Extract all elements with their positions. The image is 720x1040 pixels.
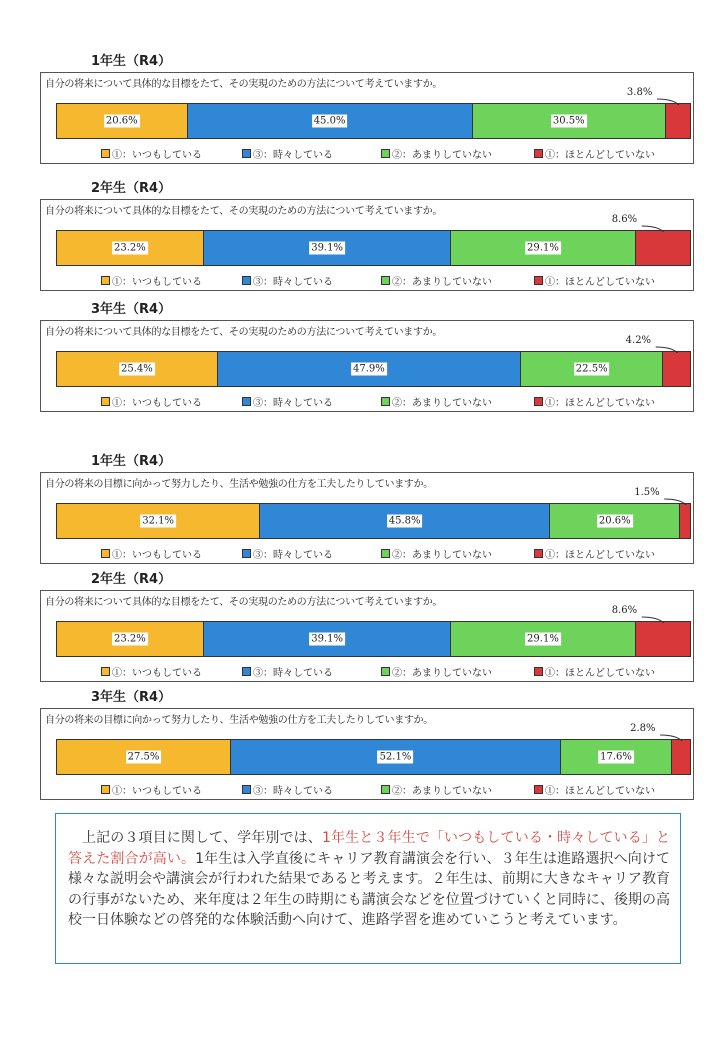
legend-item [101,546,202,561]
legend-item [381,273,492,288]
data-label: 23.2% [114,633,146,645]
grade-title: 3年生（R4） [91,302,172,317]
data-label: 47.9% [352,363,385,375]
legend-label: ②：あまりしていない [392,550,492,561]
legend-label: ①：いつもしている [112,668,202,679]
legend-item [101,146,202,161]
grade-title: 1年生（R4） [91,54,172,69]
data-label: 39.1% [311,633,343,645]
legend-item [242,394,333,409]
legend-swatch [381,149,390,158]
chart-box [40,472,694,564]
legend-item [381,394,492,409]
legend-swatch [534,397,543,406]
legend-swatch [242,276,251,285]
legend-label: ③：時々している [253,150,333,161]
legend-item [101,394,202,409]
legend-swatch [381,785,390,794]
legend-swatch [534,785,543,794]
chart-box [40,320,694,412]
legend-item [534,782,655,797]
summary-text-after: 1年生は入学直後にキャリア教育講演会を行い、３年生は進路選択へ向けて様々な説明会や講演会が行われた結果であると考えます。２年生は、前期に大きなキャリア教育の行事がないため、来年度は２年生の時期にも講演会などを位置づけていくと同時に、後期の高校一日体験などの啓発的な体験活動へ向けて、進路学習を進めていこうと考えています。 [68,850,671,928]
legend-label: ①：ほとんどしていない [545,277,655,288]
legend-label: ①：ほとんどしていない [545,786,655,797]
legend-label: ①：ほとんどしていない [545,150,655,161]
data-label: 29.1% [527,633,559,645]
legend-label: ③：時々している [253,550,333,561]
legend-swatch [101,785,110,794]
data-label: 25.4% [121,363,153,375]
chart-box [40,708,694,800]
legend-item [534,664,655,679]
callout-leader [41,473,695,513]
data-label: 23.2% [114,242,146,254]
data-label: 17.6% [600,751,632,763]
legend-swatch [101,397,110,406]
callout-leader [41,200,695,240]
legend-label: ③：時々している [253,277,333,288]
legend-label: ①：いつもしている [112,786,202,797]
data-label: 32.1% [142,515,174,527]
data-label: 45.0% [313,115,346,127]
legend-label: ①：ほとんどしていない [545,398,655,409]
legend-item [381,546,492,561]
legend-item [101,782,202,797]
legend-swatch [242,149,251,158]
data-label: 20.6% [598,515,631,527]
callout-label: 3.8% [626,87,653,98]
legend-item [242,782,333,797]
legend [41,664,695,678]
legend-label: ①：ほとんどしていない [545,668,655,679]
chart-box [40,72,694,164]
grade-title: 2年生（R4） [91,181,172,196]
survey-question: 自分の将来の目標に向かって努力したり、生活や勉強の仕方を工夫したりしていますか。 [45,479,433,490]
legend-item [242,546,333,561]
legend-item [381,664,492,679]
legend-swatch [242,397,251,406]
grade-title: 2年生（R4） [91,572,172,587]
legend-label: ①：いつもしている [112,398,202,409]
legend-label: ②：あまりしていない [392,277,492,288]
legend-label: ②：あまりしていない [392,398,492,409]
callout-leader [41,709,695,749]
legend-item [534,273,655,288]
callout-leader [41,591,695,631]
legend-swatch [242,785,251,794]
callout-label: 8.6% [611,605,638,616]
grade-title: 1年生（R4） [91,454,172,469]
data-label: 20.6% [105,115,138,127]
legend-label: ①：いつもしている [112,150,202,161]
data-label: 22.5% [575,363,608,375]
legend-swatch [242,667,251,676]
data-label: 45.8% [388,515,421,527]
legend-swatch [534,149,543,158]
legend-label: ①：ほとんどしていない [545,550,655,561]
legend-swatch [242,549,251,558]
legend-swatch [101,549,110,558]
data-label: 30.5% [552,115,585,127]
legend-swatch [381,549,390,558]
data-label: 27.5% [127,751,160,763]
survey-question: 自分の将来について具体的な目標をたて、その実現のための方法について考えていますか。 [45,327,443,338]
data-label: 39.1% [311,242,343,254]
summary-text-before: 上記の３項目に関して、学年別では、 [82,830,322,846]
legend-swatch [534,549,543,558]
legend-item [242,664,333,679]
callout-leader [41,73,695,113]
legend-label: ②：あまりしていない [392,150,492,161]
legend-item [534,394,655,409]
data-label: 52.1% [379,751,412,763]
legend-swatch [101,149,110,158]
legend-item [534,546,655,561]
legend-label: ②：あまりしていない [392,786,492,797]
data-label: 29.1% [527,242,559,254]
legend [41,273,695,287]
survey-question: 自分の将来について具体的な目標をたて、その実現のための方法について考えていますか。 [45,597,443,608]
callout-leader [41,321,695,361]
survey-question: 自分の将来について具体的な目標をたて、その実現のための方法について考えていますか。 [45,206,443,217]
chart-box [40,590,694,682]
legend-swatch [101,276,110,285]
summary-note [55,813,681,964]
legend-swatch [381,667,390,676]
legend [41,546,695,560]
legend-label: ②：あまりしていない [392,668,492,679]
survey-question: 自分の将来について具体的な目標をたて、その実現のための方法について考えていますか。 [45,79,443,90]
grade-title: 3年生（R4） [91,690,172,705]
survey-question: 自分の将来の目標に向かって努力したり、生活や勉強の仕方を工夫したりしていますか。 [45,715,433,726]
summary-highlight: 1年生と３年生で「いつもしている・時々している」と答えた割合が高い。 [68,830,670,867]
legend-swatch [381,276,390,285]
legend [41,782,695,796]
summary-text [68,828,670,931]
legend-label: ③：時々している [253,398,333,409]
legend-label: ③：時々している [253,786,333,797]
legend [41,394,695,408]
callout-label: 2.8% [630,723,656,734]
callout-label: 4.2% [625,335,652,346]
legend [41,146,695,160]
legend-item [242,273,333,288]
callout-label: 1.5% [634,487,660,498]
callout-label: 8.6% [611,214,638,225]
legend-item [381,146,492,161]
legend-label: ③：時々している [253,668,333,679]
legend-swatch [534,276,543,285]
legend-item [101,273,202,288]
legend-item [242,146,333,161]
legend-label: ①：いつもしている [112,550,202,561]
legend-swatch [101,667,110,676]
legend-swatch [381,397,390,406]
legend-item [534,146,655,161]
legend-item [101,664,202,679]
chart-box [40,199,694,291]
legend-label: ①：いつもしている [112,277,202,288]
legend-item [381,782,492,797]
legend-swatch [534,667,543,676]
